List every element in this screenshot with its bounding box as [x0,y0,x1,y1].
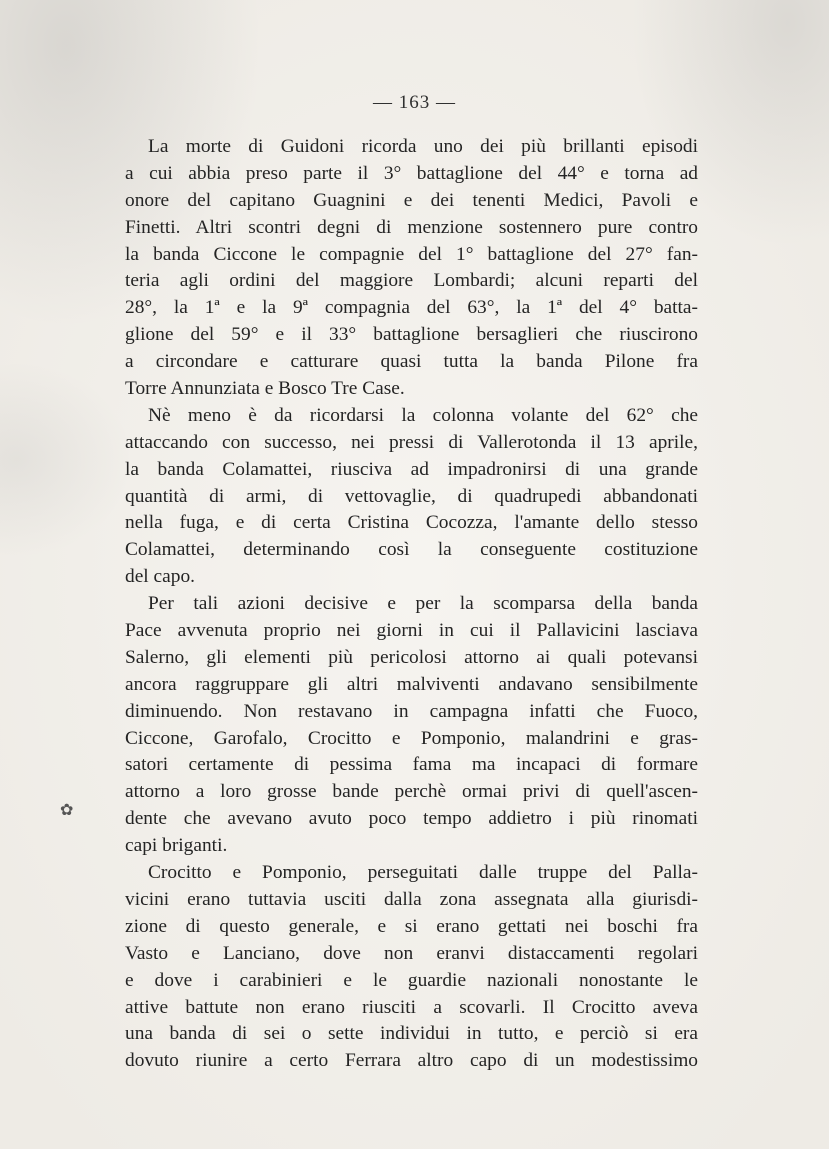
text-line: a circondare e catturare quasi tutta la banda Pilone fra [125,351,698,373]
text-line: attorno a loro grosse bande perchè ormai privi di quell'ascen- [125,781,698,803]
ink-speck-mark: ✿ [60,802,74,819]
text-line: attaccando con successo, nei pressi di Vallerotonda il 13 aprile, [125,431,698,453]
text-line: una banda di sei o sette individui in tutto, e perciò si era [125,1023,698,1045]
text-line: Ciccone, Garofalo, Crocitto e Pomponio, malandrini e gras- [125,727,698,749]
text-line: Colamattei, determinando così la conseguente costituzione [125,539,698,561]
text-line: dente che avevano avuto poco tempo addietro i più rinomati [125,808,698,830]
text-line: diminuendo. Non restavano in campagna infatti che Fuoco, [125,700,698,722]
text-line: zione di questo generale, e si erano gettati nei boschi fra [125,915,698,937]
text-line: nella fuga, e di certa Cristina Cocozza, l'amante dello stesso [125,512,698,534]
text-line: Pace avvenuta proprio nei giorni in cui il Pallavicini lasciava [125,620,698,642]
text-line: glione del 59° e il 33° battaglione bersaglieri che riuscirono [125,324,698,346]
text-line: e dove i carabinieri e le guardie nazionali nonostante le [125,969,698,991]
page-number: — 163 — [373,92,456,113]
text-line: Nè meno è da ricordarsi la colonna volante del 62° che [148,404,698,426]
body-text [125,134,698,1075]
text-line: capi briganti. [125,835,228,857]
text-line: la banda Colamattei, riusciva ad impadronirsi di una grande [125,458,698,480]
text-line: Per tali azioni decisive e per la scomparsa della banda [148,593,698,615]
text-line: del capo. [125,566,195,588]
text-line: onore del capitano Guagnini e dei tenenti Medici, Pavoli e [125,189,698,211]
text-line: Vasto e Lanciano, dove non eranvi distaccamenti regolari [125,942,698,964]
text-line: Salerno, gli elementi più pericolosi attorno ai quali potevansi [125,646,698,668]
text-line: La morte di Guidoni ricorda uno dei più brillanti episodi [148,136,698,157]
text-line: quantità di armi, di vettovaglie, di quadrupedi abbandonati [125,485,698,507]
text-line: attive battute non erano riusciti a scovarli. Il Crocitto aveva [125,996,698,1018]
text-line: satori certamente di pessima fama ma incapaci di formare [125,754,698,776]
text-line: Crocitto e Pomponio, perseguitati dalle truppe del Palla- [148,862,698,884]
text-line: Finetti. Altri scontri degni di menzione sostennero pure contro [125,216,698,238]
text-line: a cui abbia preso parte il 3° battaglione del 44° e torna ad [125,162,698,184]
text-line: vicini erano tuttavia usciti dalla zona assegnata alla giurisdi- [125,888,698,910]
text-line: dovuto riunire a certo Ferrara altro capo di un modestissimo [125,1050,698,1072]
text-line: teria agli ordini del maggiore Lombardi; alcuni reparti del [125,270,698,292]
text-line: la banda Ciccone le compagnie del 1° battaglione del 27° fan- [125,243,698,265]
text-line: Torre Annunziata e Bosco Tre Case. [125,378,405,400]
text-line: ancora raggruppare gli altri malviventi andavano sensibilmente [125,673,698,695]
text-line: 28°, la 1ª e la 9ª compagnia del 63°, la 1ª del 4° batta- [125,297,698,319]
